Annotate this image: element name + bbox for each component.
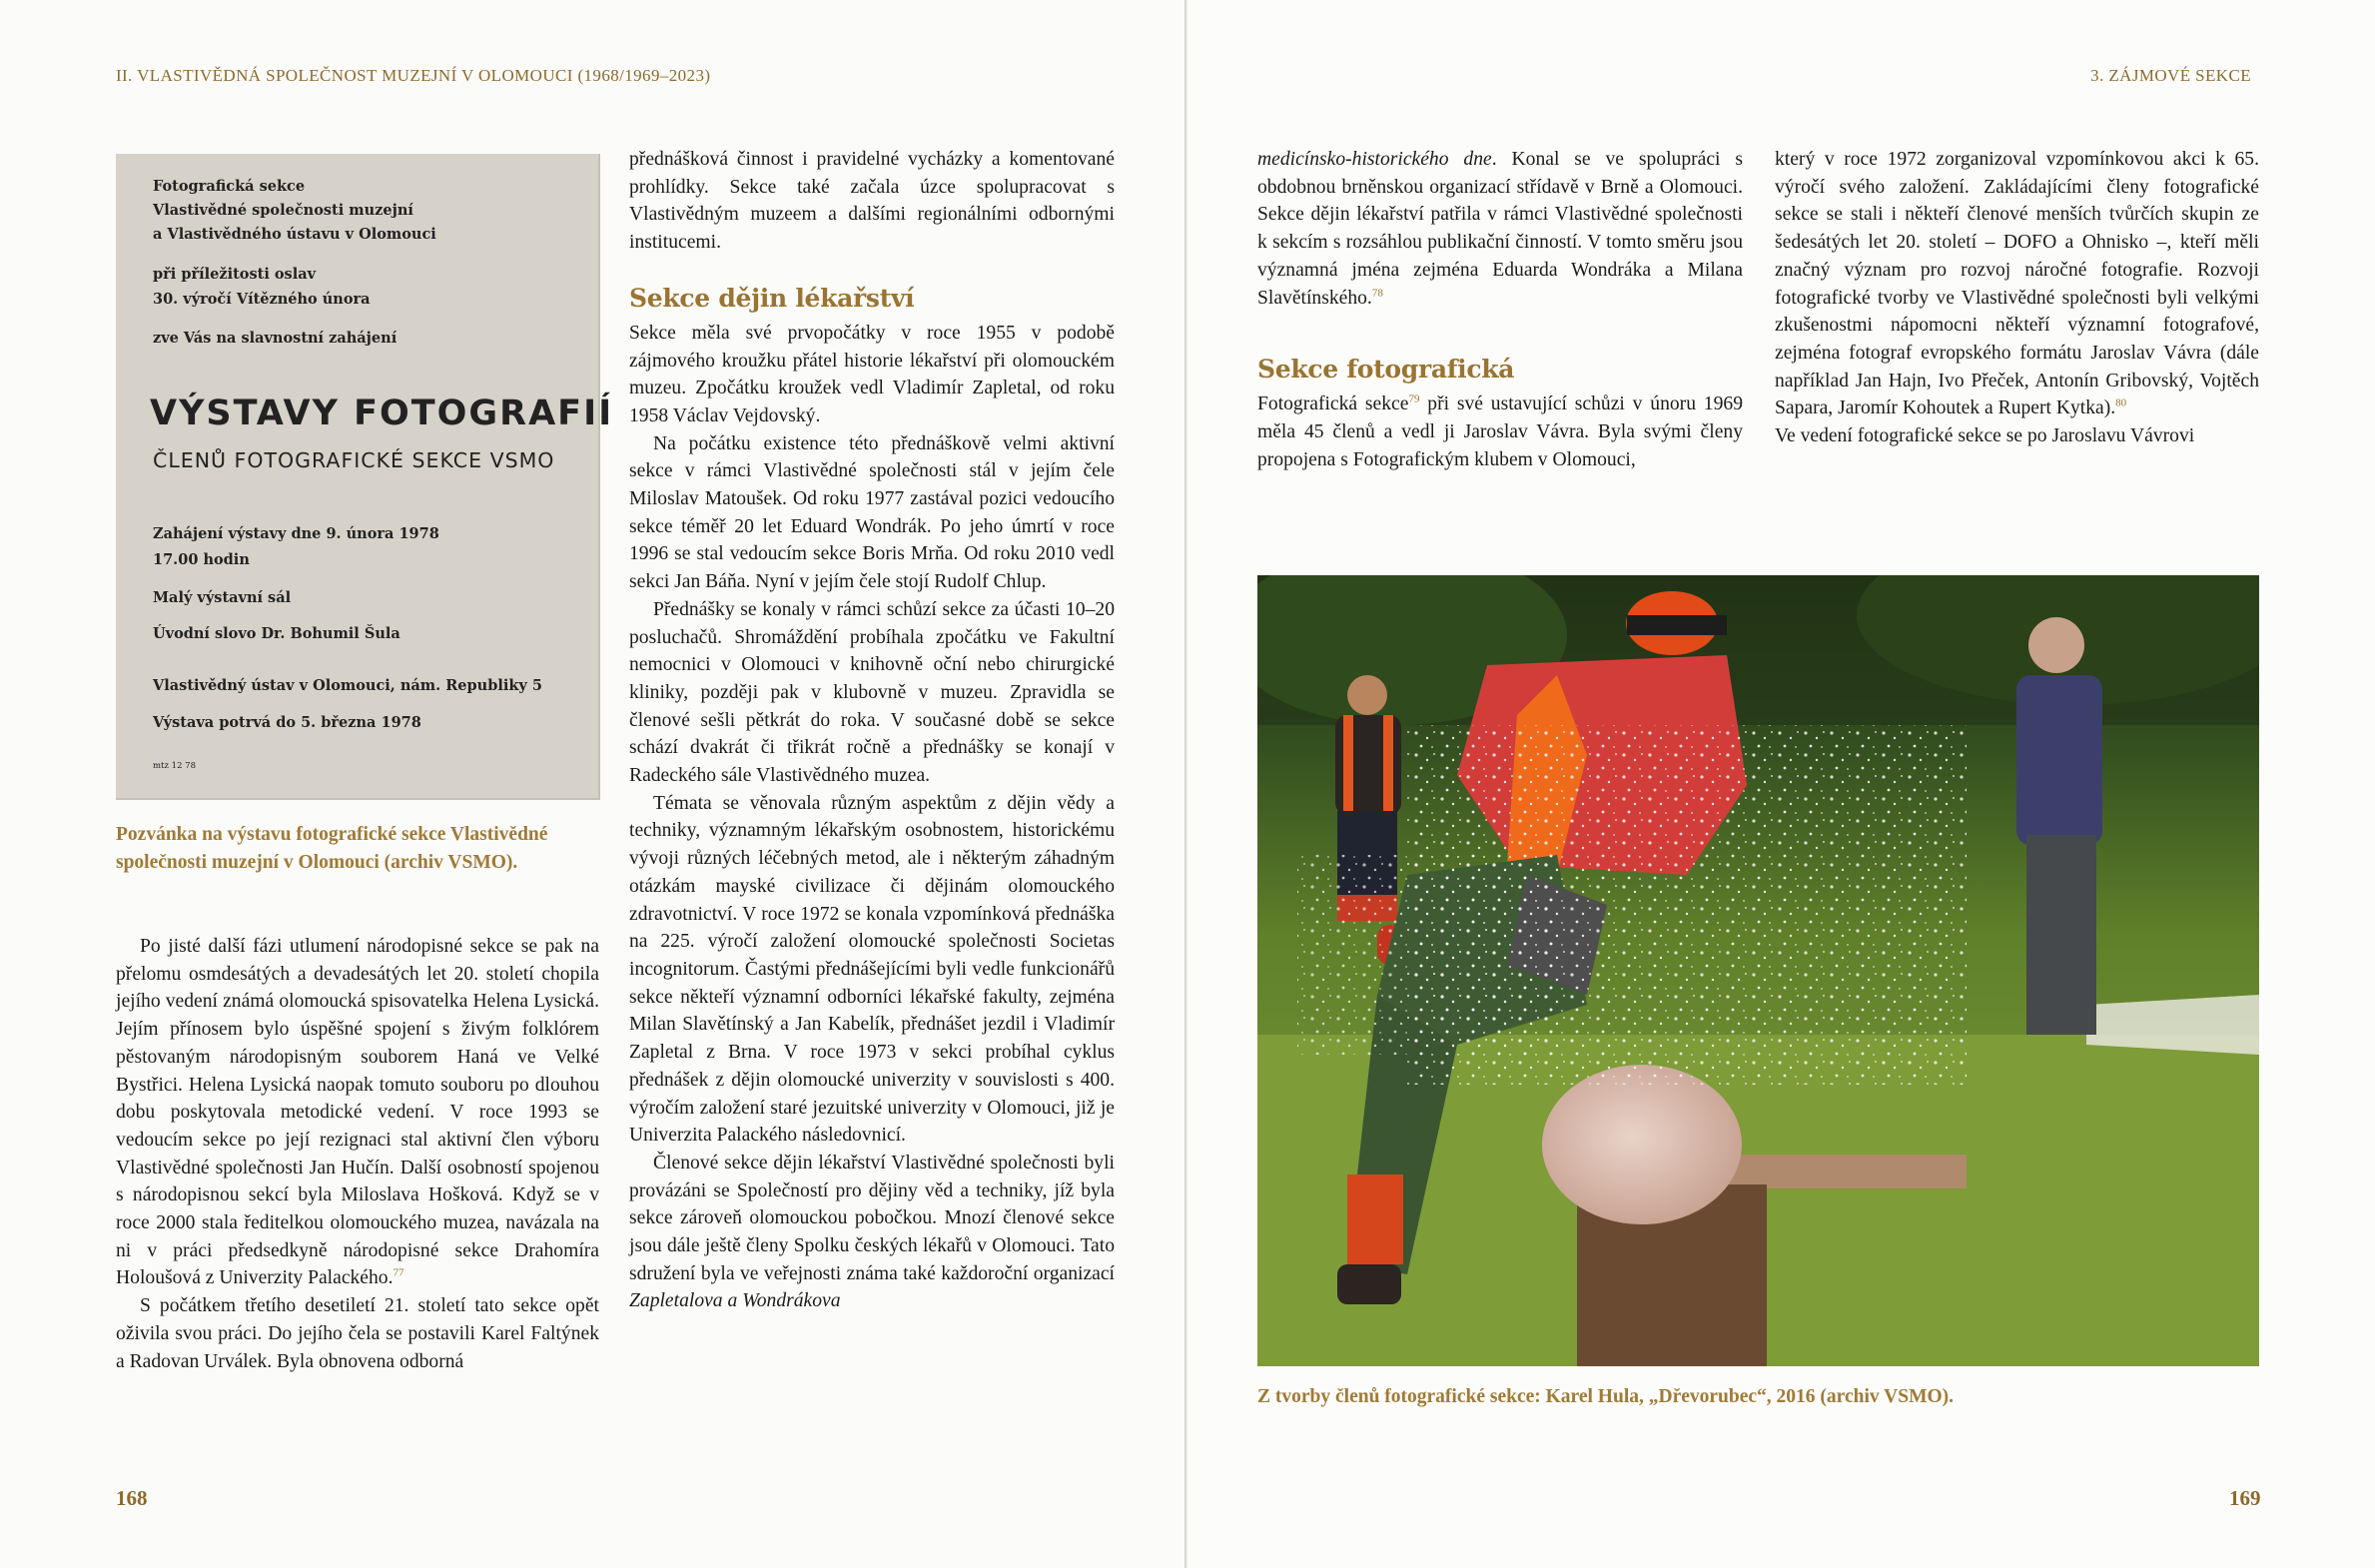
invitation-line: Vlastivědný ústav v Olomouci, nám. Republiky 5: [153, 677, 542, 694]
invitation-line: 30. výročí Vítězného února: [153, 291, 371, 308]
footnote-ref: 80: [2115, 396, 2127, 409]
paragraph: který v roce 1972 zorganizoval vzpomínkovou akci k 65. výročí svého založení. Zakládajícími členy fotografické sekce se stali i někteří členové menších tvůrčích skupin ze šedesátých let 20. století – DOFO a Ohnisko –, kteří měli značný význam pro rozvoj náročné fotografie. Rozvoji fotografické tvorby ve Vlastivědné společnosti byli velkými zkušenostmi nápomocni někteří významní fotografové, zejména fotograf evropského formátu Jaroslav Vávra (dále například Jan Hajn, Ivo Přeček, Antonín Gribovský, Vojtěch Sapara, Jaromír Kohoutek a Rupert Kytka).$^{80}$: [1775, 149, 2259, 419]
page-number: 168: [116, 1486, 148, 1510]
right-column-1: [1257, 146, 1743, 473]
invitation-line: Malý výstavní sál: [153, 589, 292, 606]
footnote-ref: 77: [393, 1266, 404, 1279]
invitation-line: Zahájení výstavy dne 9. února 1978: [153, 525, 439, 542]
paragraph: Témata se věnovala různým aspektům z dějin vědy a techniky, významným lékařským osobnostem, historickému vývoji různých léčebných metod, ale i některým záhadným otázkám mayské civilizace či dějinám olomouckého zdravotnictví. V roce 1972 se konala vzpomínková přednáška na 225. výročí založení olomoucké společnosti Societas incognitorum. Častými přednášejícími byli vedle funkcionářů sekce někteří významní odborníci lékařské fakulty, zejména Milan Slavětínský a Jan Kabelík, přednášet jezdil i Vladimír Zapletal z Brna. V roce 1973 v sekci probíhal cyklus přednášek z dějin olomoucké univerzity v souvislosti s 400. výročím založení staré jezuitské univerzity v Olomouci, již je Univerzita Palackého následovnicí.: [629, 792, 1115, 1147]
paragraph: S počátkem třetího desetiletí 21. století tato sekce opět oživila svou práci. Do jejího čela se postavili Karel Faltýnek a Radovan Urválek. Byla obnovena odborná: [116, 1295, 599, 1372]
paragraph: Fotografická sekce$^{79}$ při své ustavující schůzi v únoru 1969 měla 45 členů a vedl ji Jaroslav Vávra. Byla svými členy propojena s Fotografickým klubem v Olomouci,: [1257, 392, 1743, 470]
right-page: [1188, 0, 2375, 1568]
paragraph: Ve vedení fotografické sekce se po Jaroslavu Vávrovi: [1775, 425, 2195, 447]
invitation-line: Vlastivědné společnosti muzejní: [153, 202, 413, 219]
paragraph: Přednášky se konaly v rámci schůzí sekce za účasti 10–20 posluchačů. Shromáždění probíhala zpočátku ve Fakultní nemocnici v Olomouci v knihovně oční nebo chirurgické kliniky, později pak v klubovně v muzeu. Zpravidla se členové sešli pětkrát do roka. V současné době se sekce schází dvakrát či třikrát ročně a přednášky se konají v Radeckého sále Vlastivědného muzea.: [629, 598, 1115, 787]
right-onlooker: [2016, 617, 2102, 1035]
section-heading: Sekce dějin lékařství: [629, 283, 915, 313]
woodcutter-photo: [1257, 575, 2259, 1366]
right-column-2: [1775, 146, 2259, 450]
paragraph: přednášková činnost i pravidelné vycházky a komentované prohlídky. Sekce také začala úzce spolupracovat s Vlastivědným muzeem a dalšími regionálními odbornými institucemi.: [629, 149, 1115, 254]
paragraph: Po jisté další fázi utlumení národopisné sekce se pak na přelomu osmdesátých a devadesátých let 20. století chopila jejího vedení známá olomoucká spisovatelka Helena Lysická. Jejím přínosem bylo úspěšné spojení s živým folklórem pěstovaným národopisným souborem Haná ve Velké Bystřici. Helena Lysická naopak tomuto souboru po dlouhou dobu poskytovala metodické vedení. V roce 1993 se vedoucím sekce po její rezignaci stal aktivní člen výboru Vlastivědné společnosti Jan Hučín. Další osobností spojenou s národopisnou sekcí byla Miloslava Hošková. Když se v roce 2000 stala ředitelkou olomouckého muzea, navázala na ni v práci předsedkyně národopisné sekce Drahomíra Holoušová z Univerzity Palackého.$^{77}$: [116, 936, 599, 1289]
invitation-line: Fotografická sekce: [153, 178, 306, 195]
left-page: [0, 0, 1185, 1568]
invitation-subtitle: ČLENŮ FOTOGRAFICKÉ SEKCE VSMO: [153, 448, 555, 472]
running-head: 3. ZÁJMOVÉ SEKCE: [2090, 66, 2251, 85]
paragraph: medicínsko-historického dne. Konal se ve spolupráci s obdobnou brněnskou organizací střídavě v Brně a Olomouci. Sekce dějin lékařství patřila v rámci Vlastivědné společnosti k sekcím s rozsáhlou publikační činností. V tomto směru jsou významná jména zejména Eduarda Wondráka a Milana Slavětínského.$^{78}$: [1257, 149, 1744, 309]
page-number: 169: [2229, 1486, 2261, 1510]
invitation-line: 17.00 hodin: [153, 551, 250, 568]
invitation-title: VÝSTAVY FOTOGRAFIÍ: [150, 393, 614, 433]
invitation-line: a Vlastivědného ústavu v Olomouci: [153, 226, 436, 243]
photo-illustration: [1257, 575, 2259, 1366]
invitation-line: Výstava potrvá do 5. března 1978: [153, 714, 421, 731]
log: [1542, 1065, 1742, 1224]
invitation-print-mark: mtz 12 78: [153, 761, 196, 771]
paragraph: Na počátku existence této přednáškově velmi aktivní sekce v rámci Vlastivědné společnosti stál v jejím čele Miloslav Matoušek. Od roku 1977 zastával pozici vedoucího sekce téměř 20 let Eduard Wondrák. Po jeho úmrtí v roce 1996 se stal vedoucím sekce Boris Mrňa. Od roku 2010 vedl sekci Jan Báňa. Nyní v jejím čele stojí Rudolf Chlup.: [629, 432, 1115, 593]
paragraph: Členové sekce dějin lékařství Vlastivědné společnosti byli provázáni se Společností pro dějiny věd a techniky, jíž byla sekce zároveň olomouckou pobočkou. Mnozí členové sekce jsou dále ještě členy Spolku českých lékařů v Olomouci. Tato sdružení byla ve veřejnosti známa také každoroční organizací Zapletalova a Wondrákova: [629, 1152, 1115, 1312]
footnote-ref: 79: [1408, 392, 1420, 405]
left-column-1: [116, 933, 599, 1375]
invitation-line: Úvodní slovo Dr. Bohumil Šula: [153, 625, 400, 642]
section-heading: Sekce fotografická: [1257, 355, 1515, 385]
paragraph: Sekce měla své prvopočátky v roce 1955 v podobě zájmového kroužku přátel historie lékařství při olomouckém muzeu. Zpočátku kroužek vedl Vladimír Zapletal, od roku 1958 Václav Vejdovský.: [629, 322, 1115, 426]
invitation-card: [116, 154, 614, 800]
invitation-line: při příležitosti oslav: [153, 266, 317, 283]
invitation-line: zve Vás na slavnostní zahájení: [153, 330, 397, 347]
invitation-caption: Pozvánka na výstavu fotografické sekce Vlastivědné společnosti muzejní v Olomouci (archiv VSMO).: [116, 824, 548, 873]
left-column-2: [629, 146, 1115, 1315]
footnote-ref: 78: [1371, 286, 1383, 299]
running-head: II. VLASTIVĚDNÁ SPOLEČNOST MUZEJNÍ V OLOMOUCI (1968/1969–2023): [116, 66, 711, 85]
photo-caption: Z tvorby členů fotografické sekce: Karel Hula, „Dřevorubec“, 2016 (archiv VSMO).: [1257, 1386, 1955, 1407]
